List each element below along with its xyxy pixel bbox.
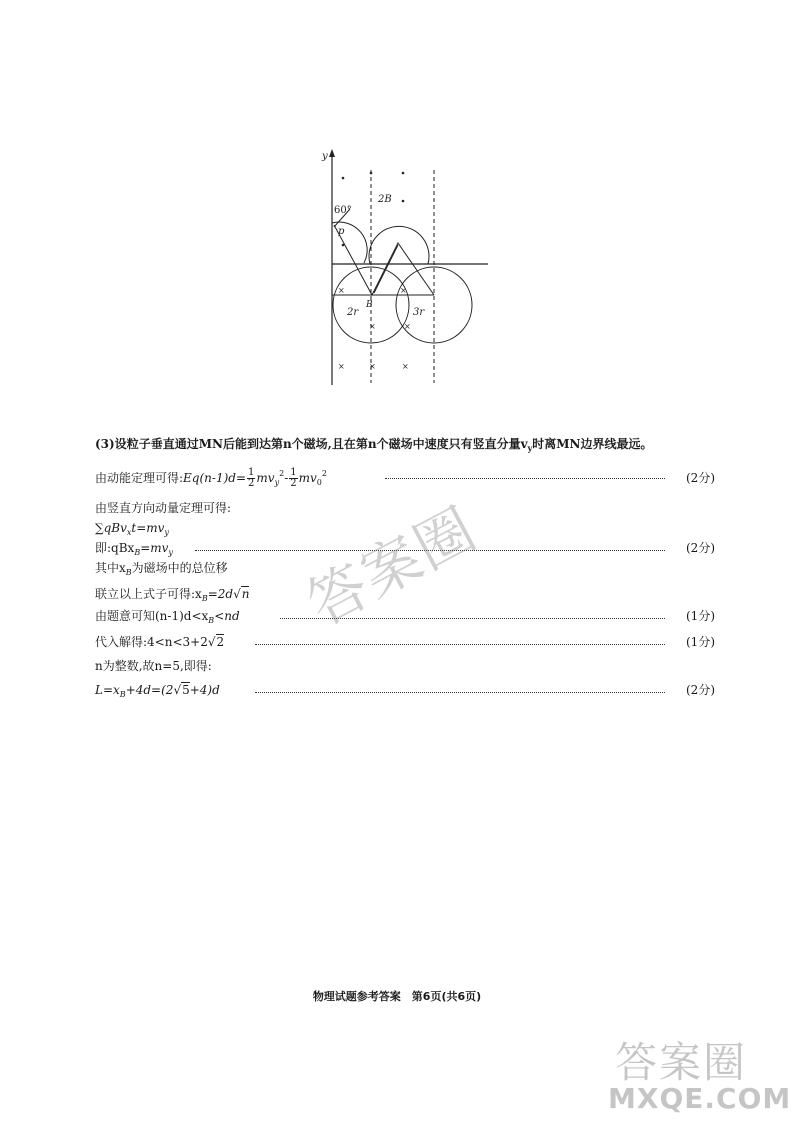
y-axis-label: y (322, 151, 328, 162)
field-b-label: B (366, 300, 373, 310)
part3-intro: (3)设粒子垂直通过MN后能到达第n个磁场,且在第n个磁场中速度只有竖直分量$v_y$时离MN边界线最远。 (95, 437, 653, 453)
page-footer: 物理试题参考答案 第6页(共6页) (312, 990, 482, 1003)
watermark-center: 答案圈 (296, 494, 488, 639)
final-line (95, 682, 715, 702)
watermark-corner-en: MXQE.COM (608, 1082, 792, 1115)
leader-dots (385, 478, 665, 479)
field-cross: × (338, 362, 345, 371)
where-text: 其中$x_B$为磁场中的总位移 (95, 561, 228, 577)
y-axis-arrow (329, 149, 335, 157)
magnetic-field-diagram (318, 145, 493, 390)
solve-line (95, 634, 715, 654)
solve-text: 代入解得:4<n<3+2√2 (95, 635, 225, 649)
integer-line (95, 658, 715, 678)
score-given: (1分) (686, 609, 715, 623)
sum-equation: $\sum qBv_xt=mv_y$ (95, 521, 169, 537)
energy-equation: 由动能定理可得:Eq(n-1)d= $\frac{1}{2}$ $mv_y^2-$ $\frac{1}{2}$ $mv_0^2$ (95, 467, 327, 489)
combine-text: 联立以上式子可得$:x_B=2d√n$ (95, 587, 250, 603)
field-dot (342, 244, 345, 247)
leader-dots (255, 644, 665, 645)
trajectory-zigzag (334, 225, 434, 295)
part3-intro-line (95, 436, 715, 456)
watermark-corner-cn: 答案圈 (615, 1038, 748, 1087)
watermark-corner-logo (600, 1030, 790, 1120)
energy-equation-line (95, 464, 715, 490)
field-cross: × (404, 322, 411, 331)
field-cross: × (402, 362, 409, 371)
score-ie: (2分) (686, 541, 715, 555)
leader-dots (255, 692, 665, 693)
field-cross: × (338, 286, 345, 295)
angle-label: 60° (334, 205, 352, 216)
ie-equation: 即$:qBx_B=mv_y$ (95, 541, 173, 557)
score-final: (2分) (686, 683, 715, 697)
radius-3r-label: 3r (413, 307, 425, 318)
final-text: $L=x_B+4d=(2√5+4)d$ (95, 683, 220, 699)
field-dot (342, 177, 345, 180)
given-line (95, 608, 715, 628)
field-2b-label: 2B (378, 194, 392, 205)
radius-2r-label: 2r (347, 307, 359, 318)
momentum-label: 由竖直方向动量定理可得: (95, 501, 232, 515)
integer-text: n为整数,故n=5,即得: (95, 659, 212, 673)
field-dot (402, 200, 405, 203)
field-cross: × (400, 286, 407, 295)
field-cross: × (369, 362, 376, 371)
given-text: 由题意可知$(n-1)d<x_B<nd$ (95, 609, 240, 625)
field-cross: × (369, 322, 376, 331)
point-p-label: p (338, 226, 345, 237)
score-energy: (2分) (686, 471, 715, 485)
field-dot (402, 172, 405, 175)
score-solve: (1分) (686, 635, 715, 649)
field-crosses (338, 286, 411, 371)
trajectory-diag (374, 245, 398, 293)
field-dot (370, 172, 373, 175)
